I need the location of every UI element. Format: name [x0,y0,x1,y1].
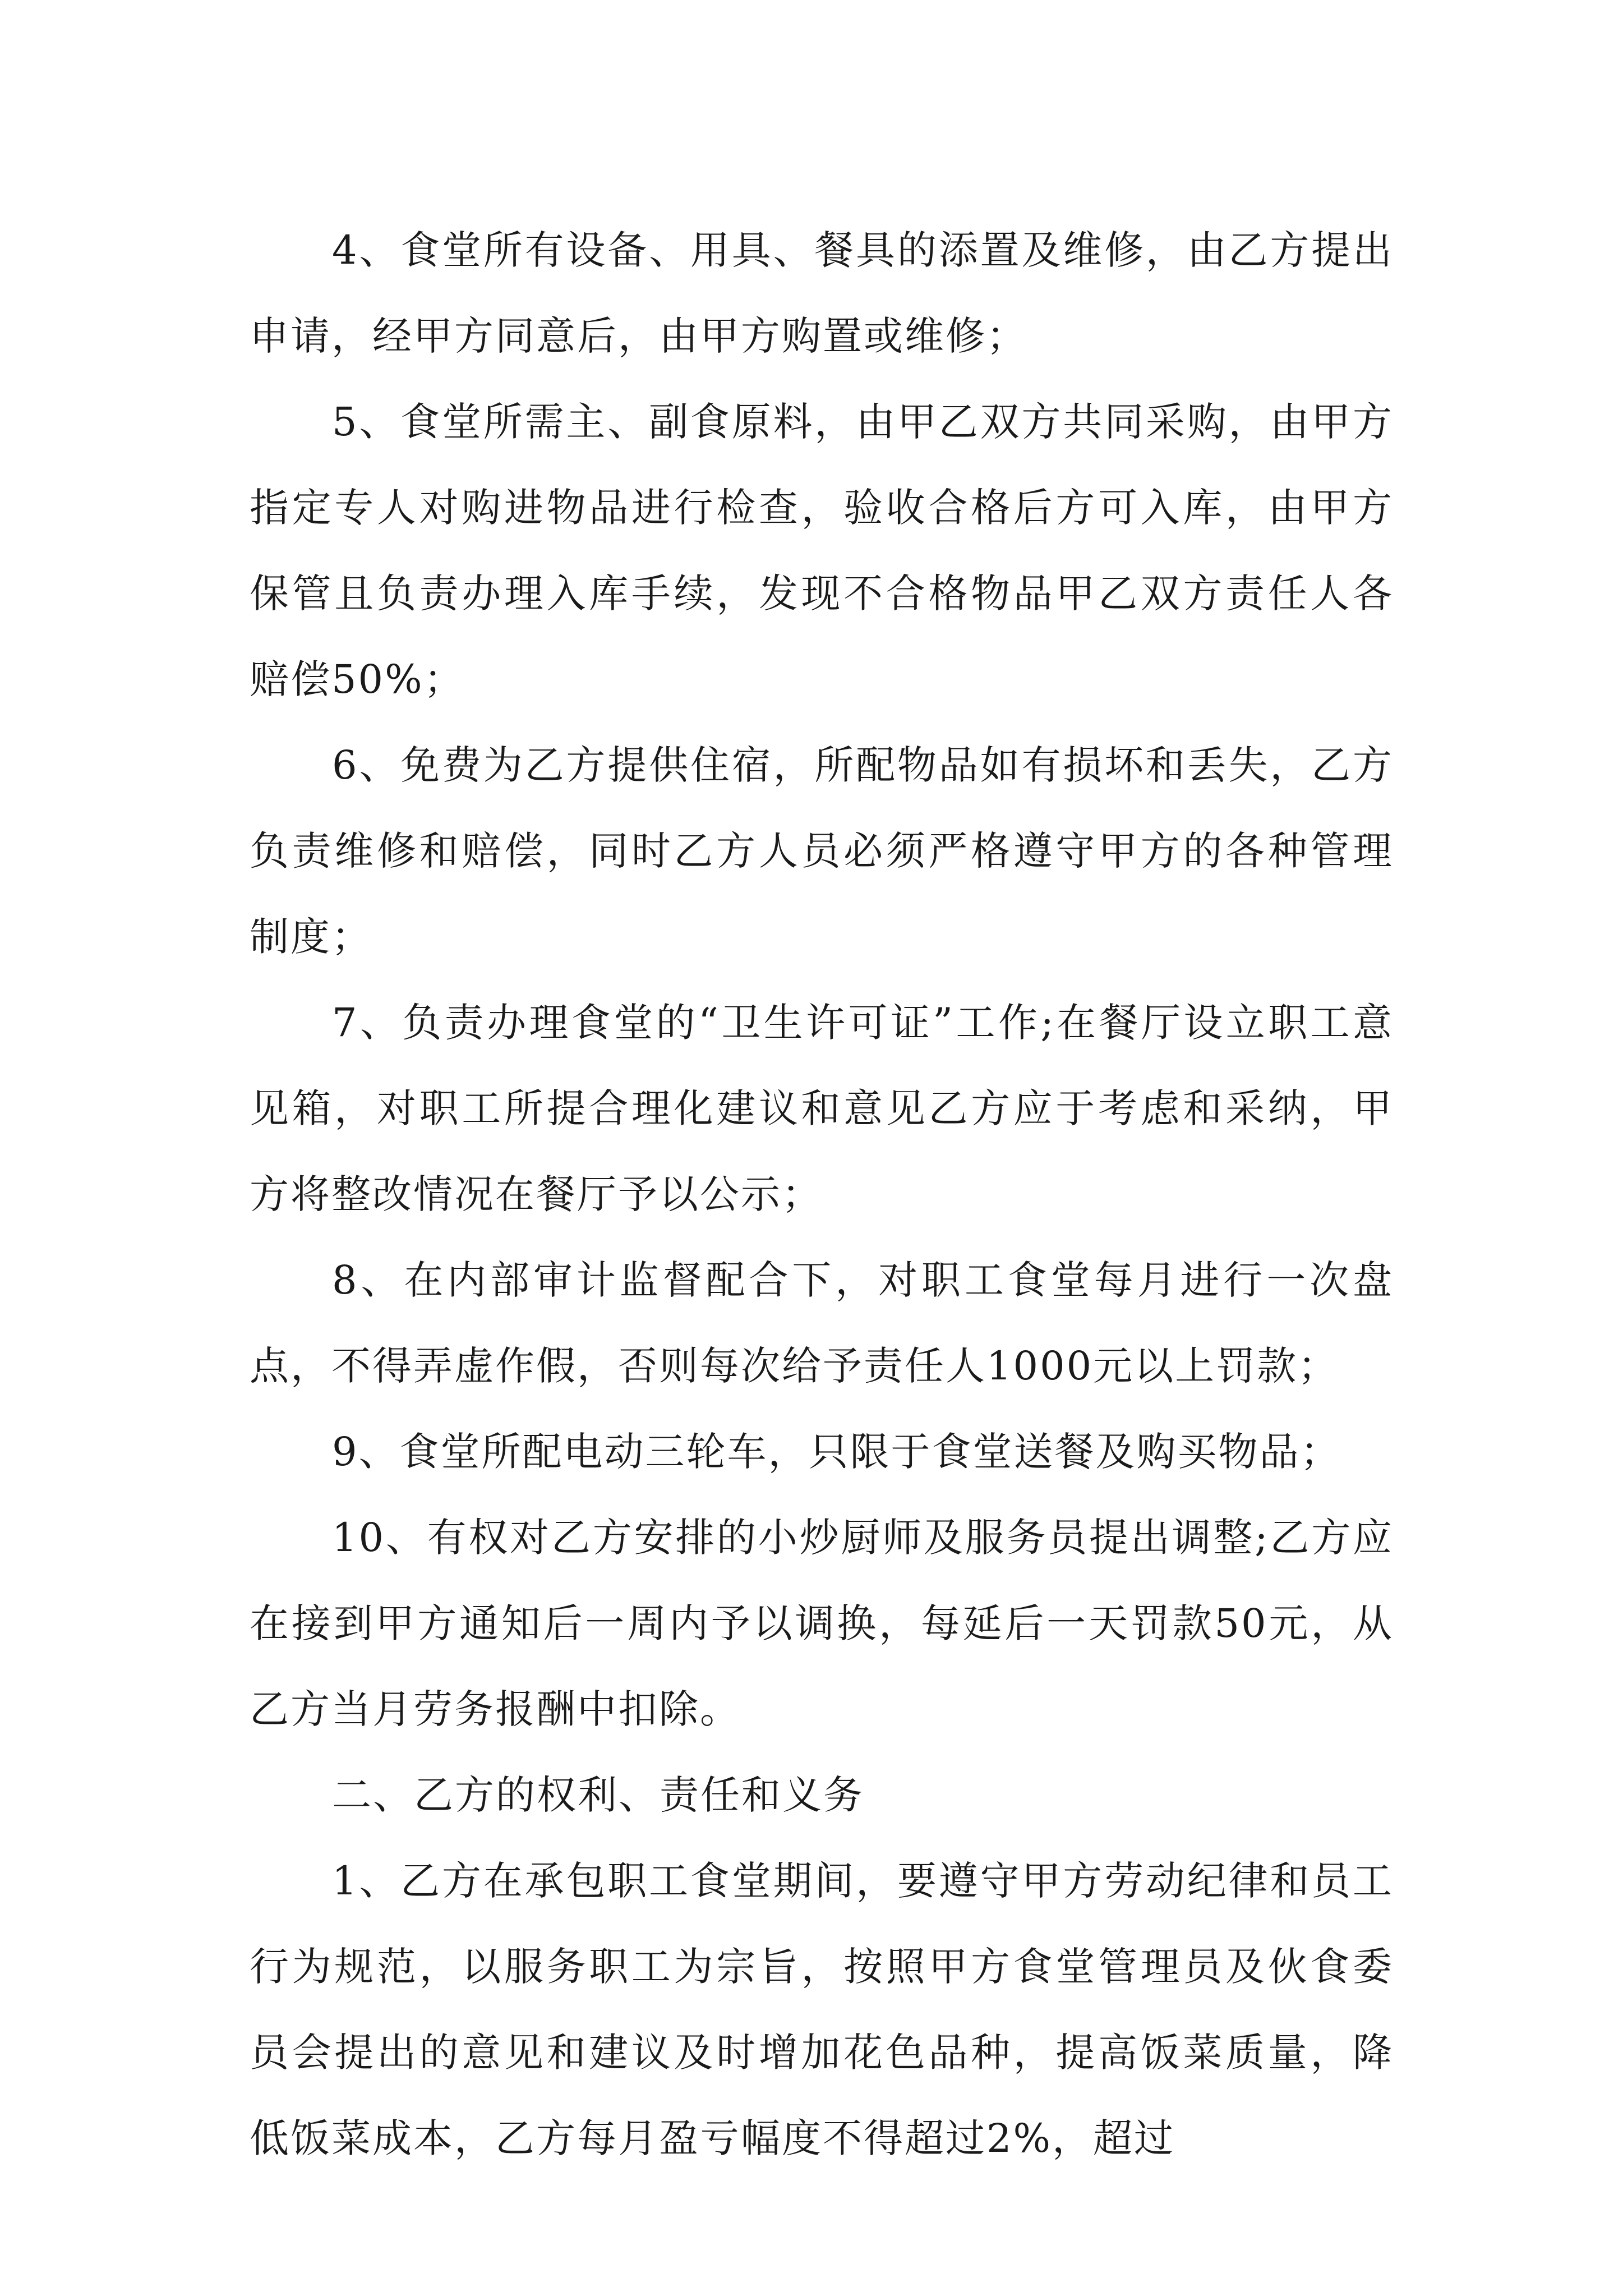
paragraph-item-6-lodging: 6、免费为乙方提供住宿，所配物品如有损坏和丢失，乙方负责维修和赔偿，同时乙方人员必须严格遵守甲方的各种管理制度； [250,742,1394,960]
paragraph-item-7-health-permit: 7、负责办理食堂的“卫生许可证”工作;在餐厅设立职工意见箱，对职工所提合理化建议和意见乙方应于考虑和采纳，甲方将整改情况在餐厅予以公示； [250,1000,1394,1217]
paragraph-item-8-inventory: 8、在内部审计监督配合下，对职工食堂每月进行一次盘点，不得弄虚作假，否则每次给予责任人1000元以上罚款； [250,1257,1394,1389]
document-body [250,208,1394,2182]
paragraph-item-10-staff-adjustment: 10、有权对乙方安排的小炒厨师及服务员提出调整;乙方应在接到甲方通知后一周内予以调换，每延后一天罚款50元，从乙方当月劳务报酬中扣除。 [250,1515,1394,1732]
paragraph-item-5-materials: 5、食堂所需主、副食原料，由甲乙双方共同采购，由甲方指定专人对购进物品进行检查，验收合格后方可入库，由甲方保管且负责办理入库手续，发现不合格物品甲乙双方责任人各赔偿50%； [250,399,1394,702]
section-heading-party-b: 二、乙方的权利、责任和义务 [332,1772,864,1818]
paragraph-item-9-tricycle: 9、食堂所配电动三轮车，只限于食堂送餐及购买物品； [332,1429,1341,1475]
paragraph-party-b-item-1: 1、乙方在承包职工食堂期间，要遵守甲方劳动纪律和员工行为规范，以服务职工为宗旨，按照甲方食堂管理员及伙食委员会提出的意见和建议及时增加花色品种，提高饭菜质量，降低饭菜成本，乙方每月盈亏幅度不得超过2%，超过 [250,1858,1394,2161]
paragraph-item-4-equipment: 4、食堂所有设备、用具、餐具的添置及维修，由乙方提出申请，经甲方同意后，由甲方购置或维修； [250,227,1394,359]
